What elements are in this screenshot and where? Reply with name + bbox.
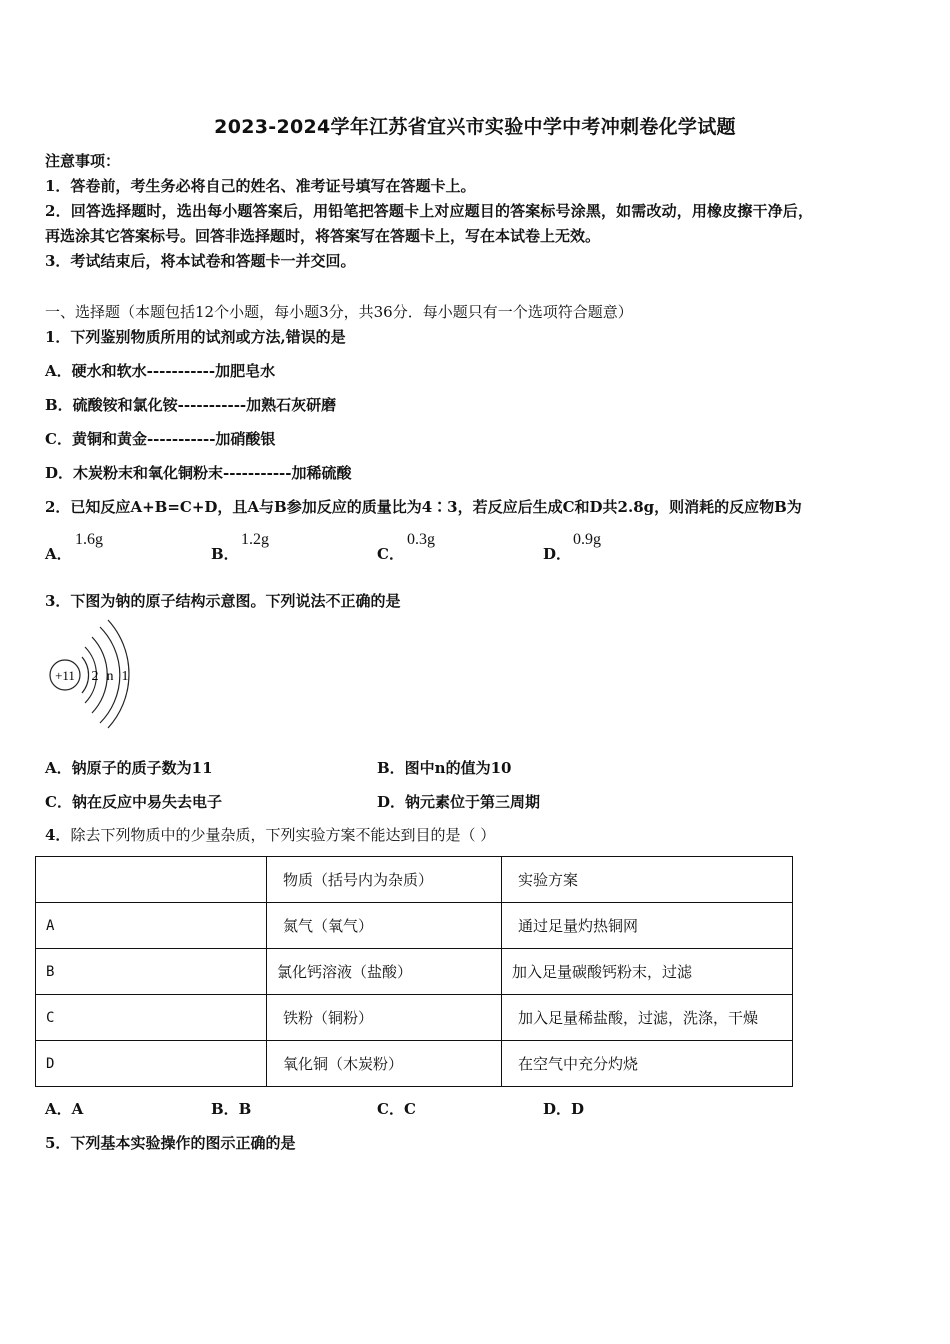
q2-option-c-value: 0.3g bbox=[407, 531, 435, 548]
table-cell-method: 通过足量灼热铜网 bbox=[502, 903, 793, 949]
q4-option-c: C．C bbox=[377, 1100, 416, 1118]
q1-stem: 1．下列鉴别物质所用的试剂或方法,错误的是 bbox=[45, 328, 346, 346]
page-title: 2023-2024学年江苏省宜兴市实验中学中考冲刺卷化学试题 bbox=[214, 116, 736, 138]
q3-stem: 3．下图为钠的原子结构示意图。下列说法不正确的是 bbox=[45, 592, 401, 610]
notice-item-1: 1．答卷前，考生务必将自己的姓名、准考证号填写在答题卡上。 bbox=[45, 177, 476, 195]
table-row bbox=[36, 903, 793, 949]
table-row bbox=[36, 1041, 793, 1087]
q3-option-a: A．钠原子的质子数为11 bbox=[45, 759, 213, 777]
q2-option-c-label: C． bbox=[377, 545, 404, 563]
table-header-row bbox=[36, 857, 793, 903]
q1-option-c: C．黄铜和黄金-----------加硝酸银 bbox=[45, 430, 276, 448]
q2-option-d-label: D． bbox=[543, 545, 572, 563]
table-cell-method: 加入足量碳酸钙粉末，过滤 bbox=[502, 949, 793, 995]
notice-item-3: 3．考试结束后，将本试卷和答题卡一并交回。 bbox=[45, 252, 356, 270]
notice-heading: 注意事项： bbox=[45, 152, 121, 170]
shell-arc-1 bbox=[82, 657, 89, 693]
q4-number: 4． bbox=[45, 826, 71, 844]
q2-stem: 2．已知反应A+B=C+D，且A与B参加反应的质量比为4∶3，若反应后生成C和D共2.8g，则消耗的反应物B为 bbox=[45, 498, 802, 516]
q3-option-d: D．钠元素位于第三周期 bbox=[377, 793, 541, 811]
notice-item-2-cont: 再选涂其它答案标号。回答非选择题时，将答案写在答题卡上，写在本试卷上无效。 bbox=[45, 227, 601, 245]
q4-stem-line bbox=[45, 825, 495, 845]
q4-option-d: D．D bbox=[543, 1100, 585, 1118]
table-cell-substance: 氯化钙溶液（盐酸） bbox=[267, 949, 502, 995]
q1-option-a: A．硬水和软水-----------加肥皂水 bbox=[45, 362, 276, 380]
table-cell-option: C bbox=[36, 995, 267, 1041]
q3-option-c: C．钠在反应中易失去电子 bbox=[45, 793, 222, 811]
table-cell-method: 加入足量稀盐酸，过滤，洗涤，干燥 bbox=[502, 995, 793, 1041]
table-cell-option: D bbox=[36, 1041, 267, 1087]
q1-option-d: D．木炭粉末和氧化铜粉末-----------加稀硫酸 bbox=[45, 464, 352, 482]
q4-option-b: B．B bbox=[211, 1100, 252, 1118]
table-row bbox=[36, 995, 793, 1041]
q4-option-a: A．A bbox=[45, 1100, 84, 1118]
table-cell-method: 在空气中充分灼烧 bbox=[502, 1041, 793, 1087]
q1-option-b: B．硫酸铵和氯化铵-----------加熟石灰研磨 bbox=[45, 396, 337, 414]
shell-2-electrons: n bbox=[106, 669, 114, 684]
table-cell-substance: 氧化铜（木炭粉） bbox=[267, 1041, 502, 1087]
table-header-cell bbox=[36, 857, 267, 903]
table-cell-option: B bbox=[36, 949, 267, 995]
section-heading: 一、选择题（本题包括12个小题，每小题3分，共36分．每小题只有一个选项符合题意） bbox=[45, 303, 633, 321]
table-cell-substance: 氮气（氧气） bbox=[267, 903, 502, 949]
q2-option-a-value: 1.6g bbox=[75, 531, 103, 548]
shell-1-electrons: 2 bbox=[91, 669, 99, 684]
table-row bbox=[36, 949, 793, 995]
q2-option-a-label: A． bbox=[45, 545, 72, 563]
q4-stem: 除去下列物质中的少量杂质，下列实验方案不能达到目的是（ ） bbox=[70, 826, 496, 844]
table-header-cell: 实验方案 bbox=[502, 857, 793, 903]
table-cell-substance: 铁粉（铜粉） bbox=[267, 995, 502, 1041]
sodium-atom-diagram bbox=[40, 615, 140, 730]
q5-stem: 5．下列基本实验操作的图示正确的是 bbox=[45, 1134, 296, 1152]
q2-option-b-value: 1.2g bbox=[241, 531, 269, 548]
q4-table bbox=[35, 856, 793, 1087]
table-cell-option: A bbox=[36, 903, 267, 949]
notice-item-2: 2．回答选择题时，选出每小题答案后，用铅笔把答题卡上对应题目的答案标号涂黑，如需改动，用橡皮擦干净后， bbox=[45, 202, 814, 220]
nucleus-charge: +11 bbox=[55, 668, 75, 683]
q2-option-b-label: B． bbox=[211, 545, 239, 563]
q2-option-d-value: 0.9g bbox=[573, 531, 601, 548]
shell-3-electrons: 1 bbox=[121, 669, 129, 684]
table-header-cell: 物质（括号内为杂质） bbox=[267, 857, 502, 903]
q3-option-b: B．图中n的值为10 bbox=[377, 759, 512, 777]
